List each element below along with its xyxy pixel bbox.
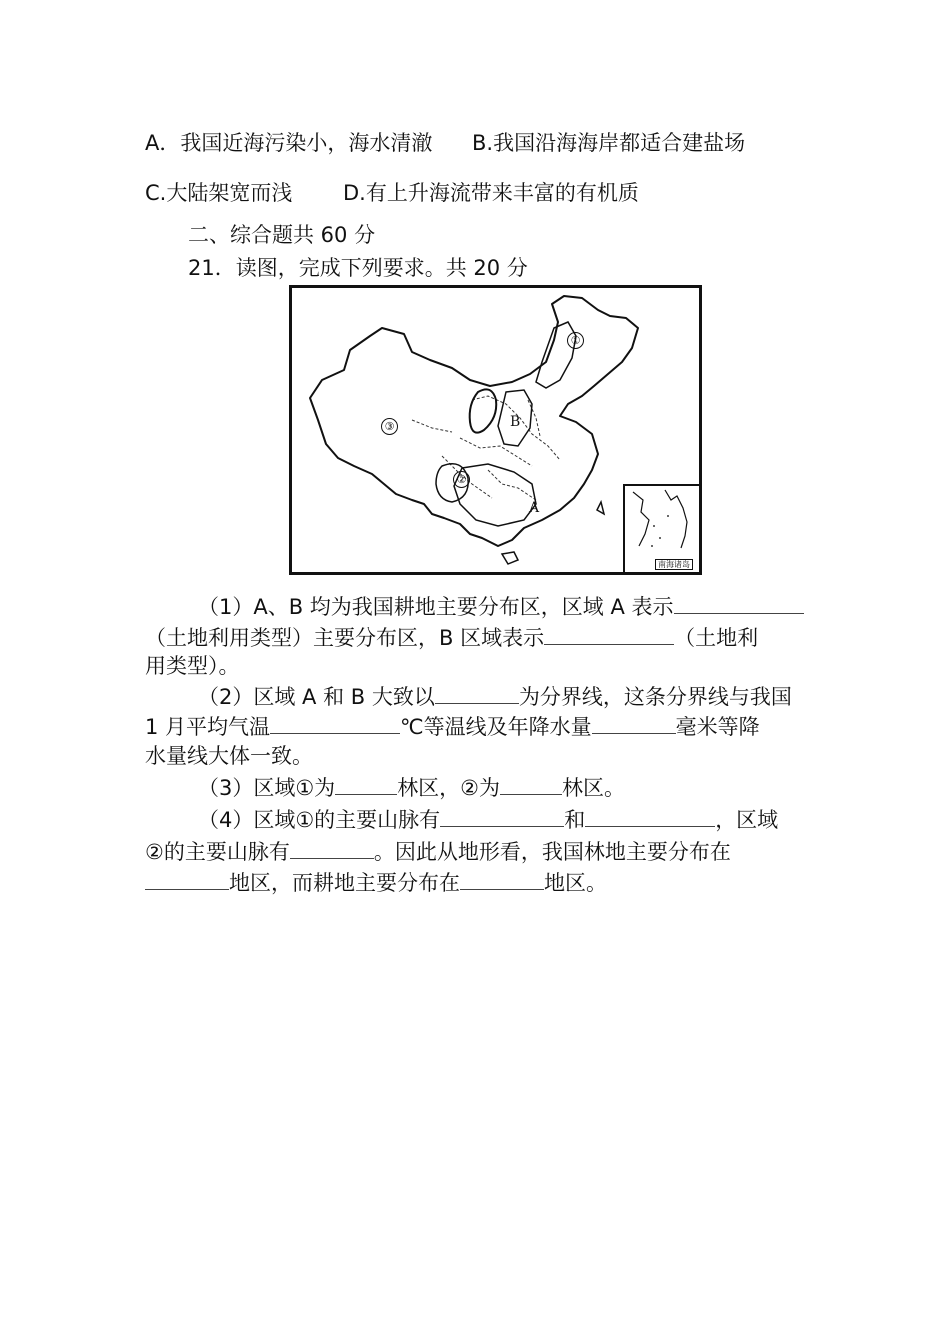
inset-map-outline <box>625 486 697 570</box>
q4-line2 <box>145 836 731 867</box>
section-title: 二、综合题共 60 分 <box>188 223 376 247</box>
q4-blank-e[interactable] <box>460 867 544 890</box>
q1-text-b: （土地利用类型）主要分布区，B 区域表示 <box>145 626 545 650</box>
q3-text-c: 林区。 <box>562 776 626 800</box>
q1-text-a: （1）A、B 均为我国耕地主要分布区，区域 A 表示 <box>198 595 674 619</box>
q2-blank-a[interactable] <box>435 681 519 704</box>
option-a: A．我国近海污染小，海水清澈 <box>145 131 433 155</box>
q4-text-g: 地区。 <box>544 871 607 895</box>
q1-blank-a[interactable] <box>674 591 804 614</box>
q4-blank-b[interactable] <box>585 804 715 827</box>
q4-blank-a[interactable] <box>440 804 564 827</box>
option-d: D.有上升海流带来丰富的有机质 <box>343 181 639 205</box>
q1-line1 <box>198 591 804 622</box>
q2-line1 <box>198 681 792 712</box>
option-c: C.大陆架宽而浅 <box>145 181 293 205</box>
q3-blank-b[interactable] <box>500 772 562 795</box>
q4-line1 <box>198 804 778 835</box>
q1-line3: 用类型）。 <box>145 654 240 678</box>
q2-text-a: （2）区域 A 和 B 大致以 <box>198 685 435 709</box>
region-b-label: B <box>510 414 521 430</box>
region-a-label: A <box>529 500 540 516</box>
q3-line1 <box>198 772 625 803</box>
q2-line2 <box>145 711 760 742</box>
q2-blank-b[interactable] <box>270 711 400 734</box>
q3-text-a: （3）区域①为 <box>198 776 336 800</box>
q4-text-c: ，区域 <box>715 808 779 832</box>
region-2-label: ② <box>453 471 470 488</box>
south-china-sea-inset <box>623 484 699 572</box>
q2-text-e: 毫米等降 <box>675 715 760 739</box>
q4-text-e: 。因此从地形看，我国林地主要分布在 <box>373 840 731 864</box>
q2-blank-c[interactable] <box>592 711 676 734</box>
region-1-label: ① <box>567 332 584 349</box>
q4-text-b: 和 <box>564 808 586 832</box>
q3-text-b: 林区，②为 <box>397 776 501 800</box>
q2-text-b: 为分界线，这条分界线与我国 <box>518 685 792 709</box>
question-title: 21．读图，完成下列要求。共 20 分 <box>188 256 528 280</box>
q2-line3: 水量线大体一致。 <box>145 744 313 768</box>
q4-blank-c[interactable] <box>290 836 374 859</box>
q1-line2 <box>145 622 758 653</box>
q1-blank-b[interactable] <box>544 622 674 645</box>
china-map-figure <box>289 285 702 575</box>
q2-text-c: 1 月平均气温 <box>145 715 271 739</box>
q4-text-f: 地区，而耕地主要分布在 <box>229 871 460 895</box>
q3-blank-a[interactable] <box>335 772 397 795</box>
region-3-label: ③ <box>381 418 398 435</box>
q2-text-d: ℃等温线及年降水量 <box>400 715 592 739</box>
q4-text-d: ②的主要山脉有 <box>145 840 290 864</box>
q4-blank-d[interactable] <box>145 867 229 890</box>
q4-line3 <box>145 867 607 898</box>
q1-text-c: （土地利 <box>674 626 759 650</box>
option-b: B.我国沿海海岸都适合建盐场 <box>472 131 746 155</box>
q4-text-a: （4）区域①的主要山脉有 <box>198 808 441 832</box>
inset-label: 南海诸岛 <box>655 559 693 570</box>
